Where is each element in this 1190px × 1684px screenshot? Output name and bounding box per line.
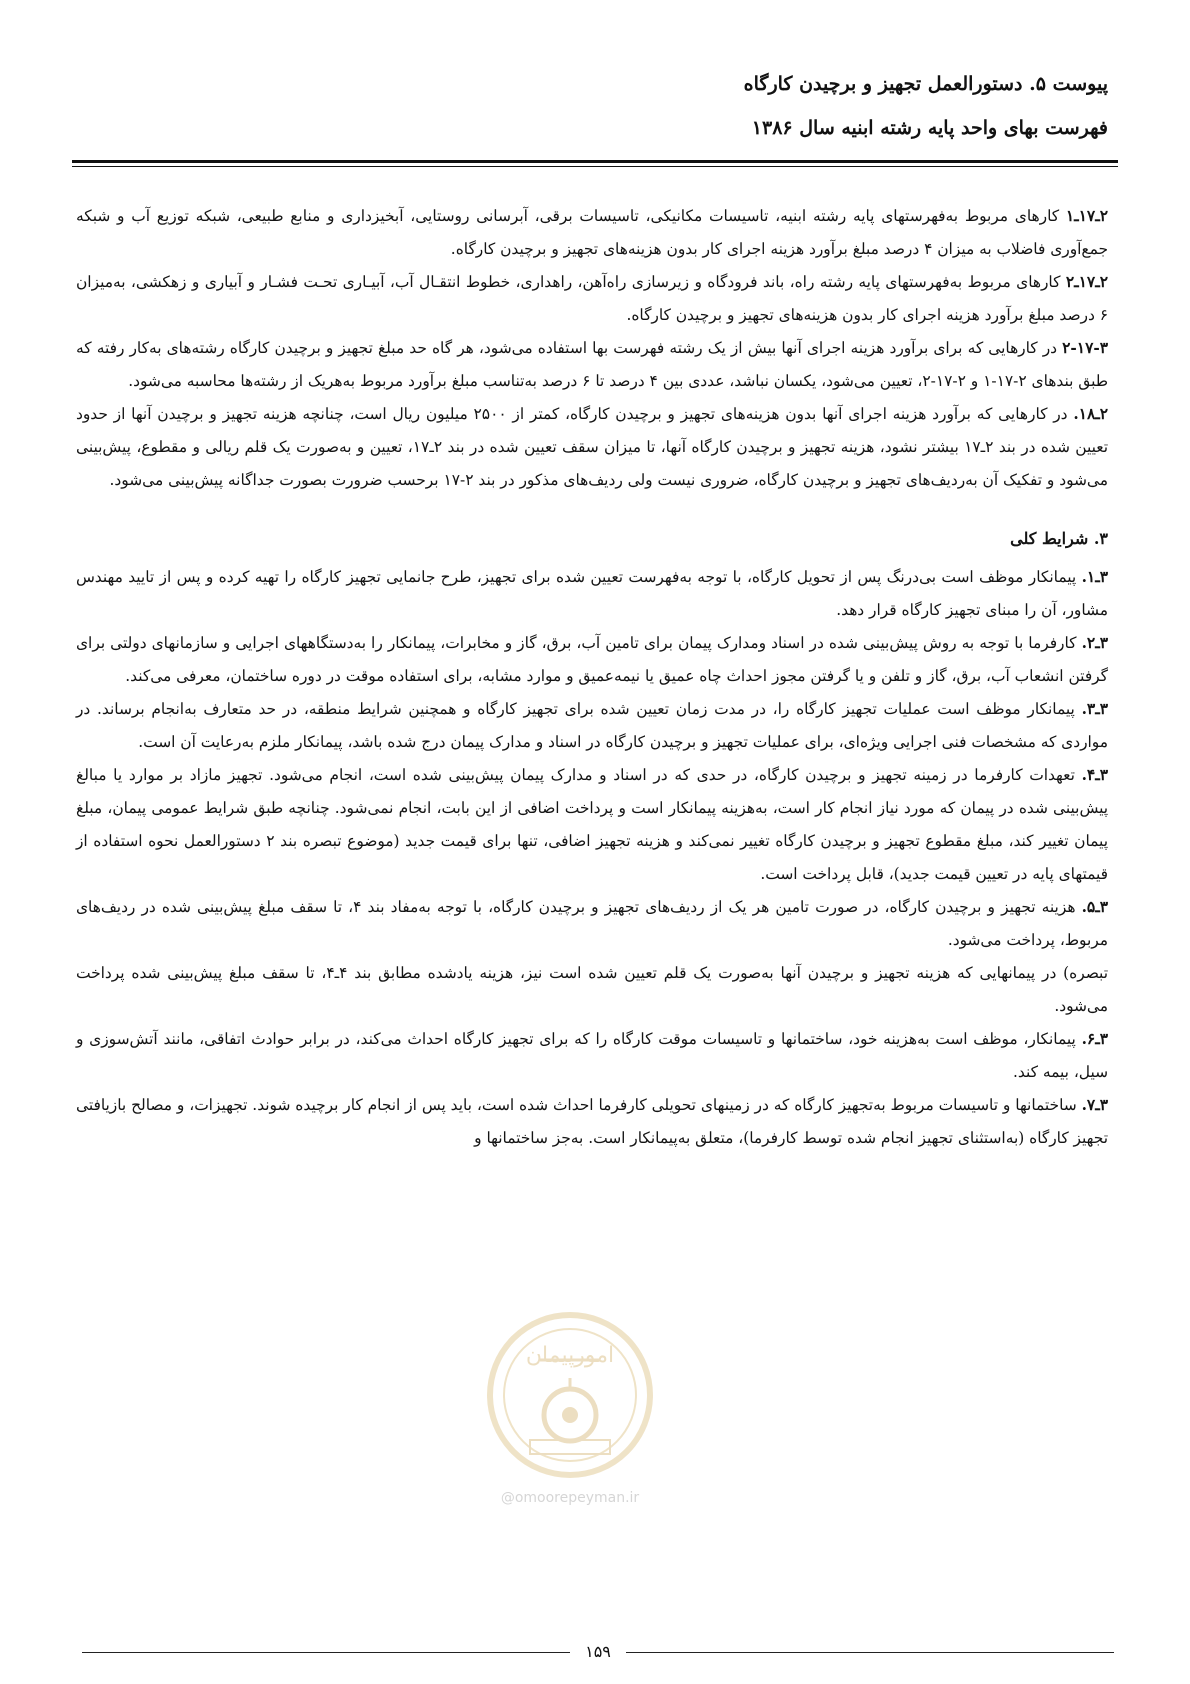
paragraph-3-6 — [76, 1023, 1108, 1089]
paragraph-text: هزینه تجهیز و برچیدن کارگاه، در صورت تامین هر یک از ردیف‌های تجهیز و برچیدن کارگاه، با توجه به‌مفاد بند ۴، تا سقف مبلغ پیش‌بینی شده در ردیف‌های مربوط، پرداخت می‌شود. — [76, 898, 1108, 949]
paragraph-text: تبصره) در پیمانهایی که هزینه تجهیز و برچیدن آنها به‌صورت یک قلم تعیین شده است نیز، هزینه یادشده مطابق بند ۴ـ۴، تا سقف مبلغ پیش‌بینی شده پرداخت می‌شود. — [76, 964, 1108, 1015]
page-header — [78, 62, 1108, 150]
paragraph-3-1 — [76, 561, 1108, 627]
watermark-emblem-text: امورپیمان — [525, 1343, 615, 1368]
paragraph-3-4 — [76, 759, 1108, 891]
paragraph-text: پیمانکار موظف است عملیات تجهیز کارگاه را، در مدت زمان تعیین شده برای تجهیز کارگاه و همچنین شرایط منطقه، در حد متعارف به‌انجام برساند. در مواردی که مشخصات فنی اجرایی ویژه‌ای، برای عملیات تجهیز و برچیدن کارگاه در اسناد و مدارک پیمان درج شده باشد، پیمانکار ملزم به‌رعایت آن است. — [76, 700, 1108, 751]
clause-number: ۲ـ۱۸. — [1073, 405, 1109, 423]
paragraph-text: کارفرما با توجه به روش پیش‌بینی شده در اسناد ومدارک پیمان برای تامین آب، برق، گاز و مخابرات، پیمانکار را به‌دستگاههای اجرایی و سازمانهای دولتی برای گرفتن انشعاب آب، برق، گاز و تلفن و یا گرفتن مجوز احداث چاه عمیق یا نیمه‌عمیق و موارد مشابه، برای استفاده موقت در دوره ساختمان، معرفی می‌کند. — [76, 634, 1108, 685]
paragraph-text: ساختمانها و تاسیسات مربوط به‌تجهیز کارگاه که در زمینهای تحویلی کارفرما احداث شده است، باید پس از انجام کار برچیده شوند. تجهیزات، و مصالح بازیافتی تجهیز کارگاه (به‌استثنای تجهیز انجام شده توسط کارفرما)، متعلق به‌پیمانکار است. به‌جز ساختمانها و — [76, 1096, 1108, 1147]
clause-number: ۲ـ۱۷ـ۱ — [1065, 207, 1108, 225]
header-title: پیوست ۵. دستورالعمل تجهیز و برچیدن کارگاه — [743, 73, 1108, 95]
clause-number: ۲ـ۱۷ـ۲ — [1065, 273, 1108, 291]
clause-number: ۲-۱۷-۳ — [1062, 339, 1108, 357]
header-rule-thick — [72, 160, 1118, 163]
paragraph-2-17-3 — [76, 332, 1108, 398]
paragraph-text: کارهای مربوط به‌فهرستهای پایه رشته راه، باند فرودگاه و زیرسازی راه‌آهن، راهداری، خطوط انتقـال آب، آبیـاری تحـت فشـار و آبیاری و زهکشی، به‌میزان ۶ درصد مبلغ برآورد هزینه اجرای کار بدون هزینه‌های تجهیز و برچیدن کارگاه. — [76, 273, 1108, 324]
paragraph-text: کارهای مربوط به‌فهرستهای پایه رشته ابنیه، تاسیسات مکانیکی، تاسیسات برقی، آبرسانی روستایی، آبخیزداری و منابع طبیعی، شبکه توزیع آب و شبکه جمع‌آوری فاضلاب به میزان ۴ درصد مبلغ برآورد هزینه اجرای کار بدون هزینه‌های تجهیز و برچیدن کارگاه. — [76, 207, 1108, 258]
page-footer — [82, 1640, 1114, 1664]
paragraph-3-2 — [76, 627, 1108, 693]
paragraph-text: پیمانکار موظف است بی‌درنگ پس از تحویل کارگاه، با توجه به‌فهرست تعیین شده برای تجهیز، طرح جانمایی تجهیز کارگاه را تهیه کرده و پس از تایید مهندس مشاور، آن را مبنای تجهیز کارگاه قرار دهد. — [76, 568, 1108, 619]
paragraph-3-7 — [76, 1089, 1108, 1155]
section-title: ۳. شرایط کلی — [1010, 529, 1108, 548]
paragraph-2-17-1 — [76, 200, 1108, 266]
header-subtitle: فهرست بهای واحد پایه رشته ابنیه سال ۱۳۸۶ — [751, 117, 1108, 139]
clause-number: ۳ـ۱. — [1081, 568, 1108, 586]
clause-number: ۳ـ۲. — [1081, 634, 1108, 652]
paragraph-3-3 — [76, 693, 1108, 759]
paragraph-2-17-2 — [76, 266, 1108, 332]
paragraph-note — [76, 957, 1108, 1023]
watermark-logo — [470, 1300, 670, 1520]
watermark-url: @omoorepeyman.ir — [500, 1490, 640, 1506]
emblem-icon — [470, 1300, 670, 1490]
paragraph-text: تعهدات کارفرما در زمینه تجهیز و برچیدن کارگاه، در حدی که در اسناد و مدارک پیمان پیش‌بینی شده است، انجام می‌شود. تجهیز مازاد بر موارد یا مبالغ پیش‌بینی شده در پیمان که مورد نیاز انجام کار است، به‌هزینه پیمانکار است و پرداخت اضافی از این بابت، انجام نمی‌شود. چنانچه طبق شرایط عمومی پیمان، مبلغ پیمان تغییر کند، مبلغ مقطوع تجهیز و برچیدن کارگاه تغییر نمی‌کند و هزینه تجهیز اضافی، تنها برای قیمت جدید (موضوع تبصره بند ۲ دستورالعمل نحوه استفاده از قیمتهای پایه در تعیین قیمت جدید)، قابل پرداخت است. — [76, 766, 1108, 883]
clause-number: ۳ـ۶. — [1081, 1030, 1108, 1048]
body-text — [76, 200, 1108, 1155]
paragraph-2-18 — [76, 398, 1108, 497]
paragraph-3-5 — [76, 891, 1108, 957]
clause-number: ۳ـ۷. — [1081, 1096, 1108, 1114]
page-number: ۱۵۹ — [585, 1642, 611, 1661]
paragraph-text: پیمانکار، موظف است به‌هزینه خود، ساختمانها و تاسیسات موقت کارگاه را که برای تجهیز کارگاه احداث می‌کند، در برابر حوادث اتفاقی، مانند آتش‌سوزی و سیل، بیمه کند. — [76, 1030, 1108, 1081]
clause-number: ۳ـ۴. — [1081, 766, 1108, 784]
paragraph-text: در کارهایی که برای برآورد هزینه اجرای آنها بیش از یک رشته فهرست بها استفاده می‌شود، هر گاه حد مبلغ تجهیز و برچیدن کارگاه رشته‌های به‌کار رفته که طبق بندهای ۲-۱۷-۱ و ۲-۱۷-۲، تعیین می‌شود، یکسان نباشد، عددی بین ۴ درصد تا ۶ درصد به‌تناسب مبلغ برآورد مربوط به‌هریک از رشته‌ها محاسبه می‌شود. — [76, 339, 1108, 390]
paragraph-text: در کارهایی که برآورد هزینه اجرای آنها بدون هزینه‌های تجهیز و برچیدن کارگاه، کمتر از ۲۵۰۰ میلیون ریال است، چنانچه هزینه تجهیز و برچیدن آنها از حدود تعیین شده در بند ۲ـ۱۷ بیشتر نشود، هزینه تجهیز و برچیدن کارگاه آنها، تا میزان سقف تعیین شده در بند ۲ـ۱۷، تعیین و به‌صورت یک قلم ریالی و مقطوع، پیش‌بینی می‌شود و تفکیک آن به‌ردیف‌های تجهیز و برچیدن کارگاه، ضروری نیست ولی ردیف‌های مذکور در بند ۲-۱۷ برحسب ضرورت بصورت جداگانه پیش‌بینی می‌شود. — [76, 405, 1108, 489]
clause-number: ۳ـ۵. — [1081, 898, 1108, 916]
clause-number: ۳ـ۳. — [1081, 700, 1108, 718]
header-rule-thin — [72, 166, 1118, 167]
